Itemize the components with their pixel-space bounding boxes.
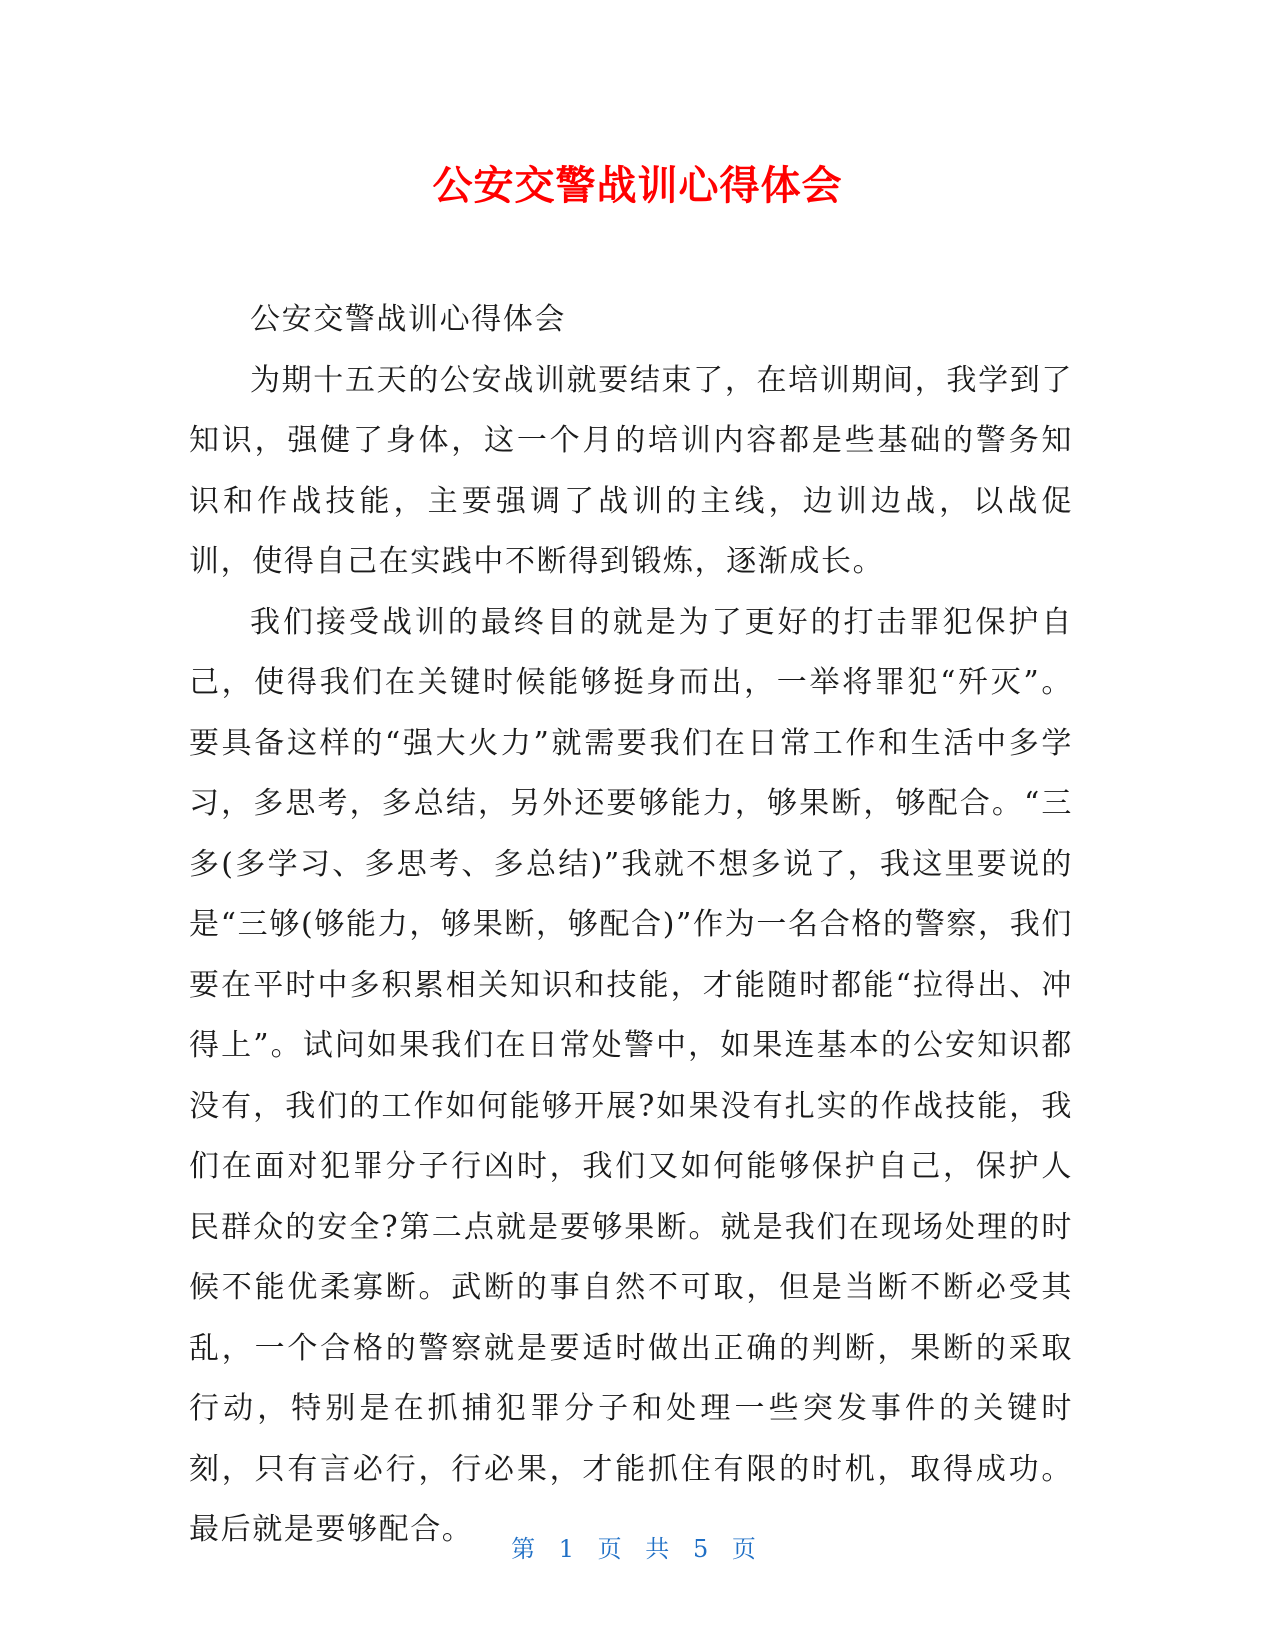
document-title: 公安交警战训心得体会 xyxy=(432,163,843,209)
body-paragraph: 我们接受战训的最终目的就是为了更好的打击罪犯保护自己，使得我们在关键时候能够挺身而出，一举将罪犯“歼灭”。要具备这样的“强大火力”就需要我们在日常工作和生活中多学习，多思考，多总结，另外还要够能力，够果断，够配合。“三多(多学习、多思考、多总结)”我就不想多说了，我这里要说的是“三够(够能力，够果断，够配合)”作为一名合格的警察，我们要在平时中多积累相关知识和技能，才能随时都能“拉得出、冲得上”。试问如果我们在日常处警中，如果连基本的公安知识都没有，我们的工作如何能够开展?如果没有扎实的作战技能，我们在面对犯罪分子行凶时，我们又如何能够保护自己，保护人民群众的安全?第二点就是要够果断。就是我们在现场处理的时候不能优柔寡断。武断的事自然不可取，但是当断不断必受其乱，一个合格的警察就是要适时做出正确的判断，果断的采取行动，特别是在抓捕犯罪分子和处理一些突发事件的关键时刻，只有言必行，行必果，才能抓住有限的时机，取得成功。最后就是要够配合。 xyxy=(189,604,1073,1547)
document-body xyxy=(189,290,1073,1561)
body-subtitle: 公安交警战训心得体会 xyxy=(250,302,566,337)
body-paragraph: 为期十五天的公安战训就要结束了，在培训期间，我学到了知识，强健了身体，这一个月的培训内容都是些基础的警务知识和作战技能，主要强调了战训的主线，边训边战，以战促训，使得自己在实践中不断得到锻炼，逐渐成长。 xyxy=(189,362,1073,579)
page-number-footer: 第 1 页 共 5 页 xyxy=(511,1535,764,1563)
